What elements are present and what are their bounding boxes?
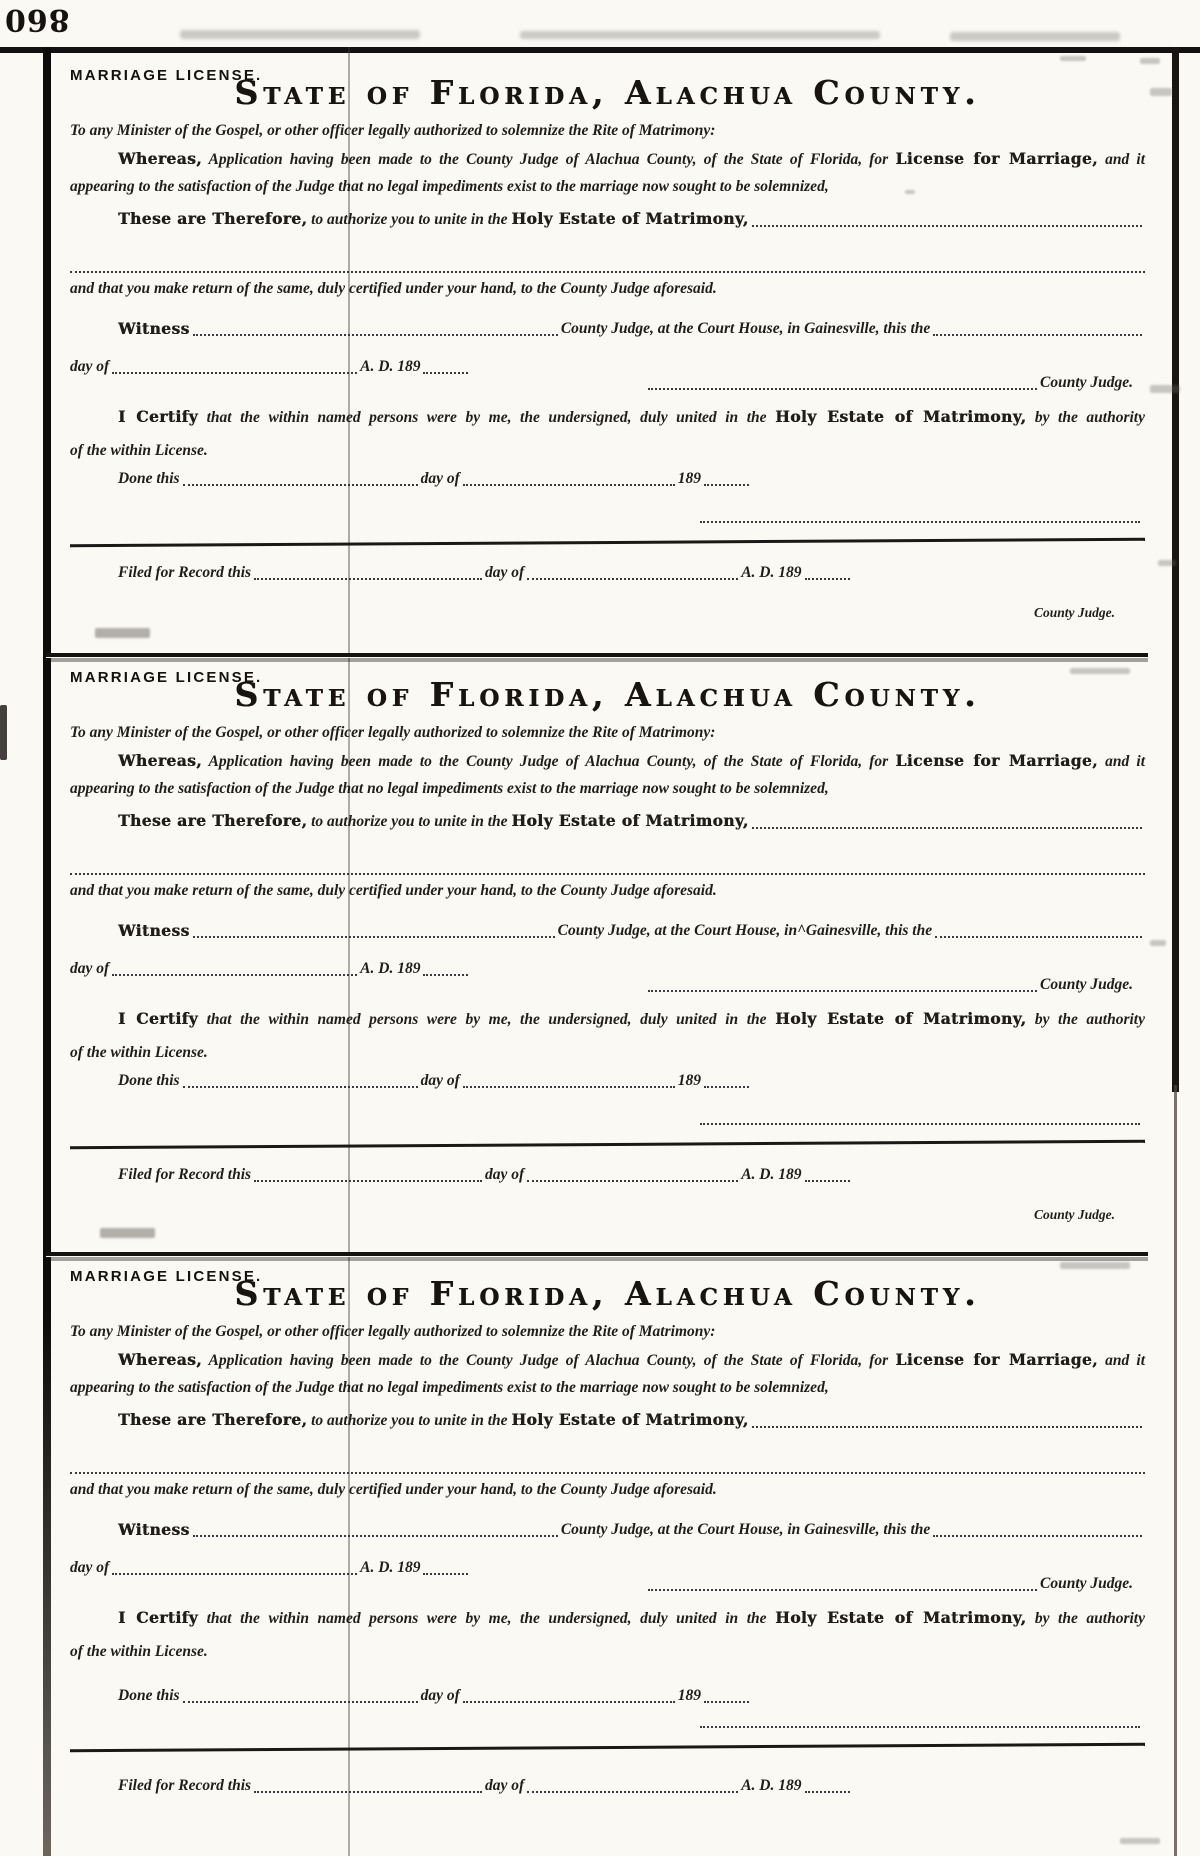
license-for-marriage-words: License for Marriage, (895, 1350, 1098, 1369)
blank-line (752, 1426, 1142, 1428)
top-border-rule (0, 47, 1200, 53)
holy-estate-words: Holy Estate of Matrimony, (775, 1009, 1027, 1028)
county-judge-signature-label: County Judge. (1033, 1207, 1115, 1222)
blank-line (752, 827, 1142, 829)
county-judge-label: County Judge. (1039, 1575, 1133, 1592)
authorization-clause: These are Therefore, to authorize you to unite in the Holy Estate of Matrimony, (70, 1408, 1145, 1432)
scan-noise (950, 32, 1120, 41)
form-title: State of Florida, Alachua County. (234, 73, 981, 112)
right-border-bar-lower (1174, 1085, 1177, 1856)
form-title: State of Florida, Alachua County. (234, 1274, 981, 1313)
blank-line (183, 484, 418, 486)
county-judge-label: County Judge. (1039, 374, 1133, 391)
day-of-line: day of A. D. 189 (70, 355, 1145, 378)
blank-line (648, 388, 1037, 390)
left-border-bar (43, 47, 51, 1856)
record-separator-rule (70, 1140, 1145, 1150)
scan-noise (520, 31, 880, 39)
license-for-marriage-words: License for Marriage, (895, 751, 1098, 770)
witness-line: Witness County Judge, at the Court House, in Gainesville, this the (70, 1518, 1145, 1541)
blank-line (70, 271, 1145, 273)
whereas-word: Whereas, (118, 149, 202, 168)
blank-line (700, 1726, 1140, 1728)
county-judge-signature-label: County Judge. (1033, 605, 1115, 620)
filed-for-record-line: Filed for Record this day of A. D. 189 (70, 1163, 1145, 1186)
witness-word: Witness (118, 319, 190, 338)
scan-noise (180, 30, 420, 39)
witness-word: Witness (118, 1520, 190, 1539)
blank-line (254, 578, 482, 580)
return-clause: and that you make return of the same, duly certified under your hand, to the County Judge aforesaid. (70, 1481, 717, 1498)
scan-noise (1158, 560, 1176, 566)
blank-line (527, 1791, 738, 1793)
form-label: MARRIAGE LICENSE. (70, 1268, 263, 1285)
return-clause: and that you make return of the same, duly certified under your hand, to the County Judge aforesaid. (70, 882, 717, 899)
blank-line (700, 521, 1140, 523)
record-separator-rule (70, 538, 1145, 548)
whereas-clause-line2: appearing to the satisfaction of the Judge that no legal impediments exist to the marriage now sought to be solemnized, (70, 1379, 829, 1396)
blank-line (704, 1086, 749, 1088)
marriage-license-form (70, 1256, 1145, 1856)
blank-line (463, 1086, 675, 1088)
whereas-clause-line2: appearing to the satisfaction of the Judge that no legal impediments exist to the marriage now sought to be solemnized, (70, 780, 829, 797)
these-are-therefore-words: These are Therefore, (118, 1410, 308, 1429)
license-for-marriage-words: License for Marriage, (895, 149, 1098, 168)
blank-line (933, 334, 1142, 336)
blank-line (193, 1535, 558, 1537)
day-of-line: day of A. D. 189 (70, 957, 1145, 980)
holy-estate-words: Holy Estate of Matrimony, (511, 1410, 749, 1429)
filed-for-record-line: Filed for Record this day of A. D. 189 (70, 561, 1145, 584)
holy-estate-words: Holy Estate of Matrimony, (511, 209, 749, 228)
blank-line (805, 1791, 850, 1793)
marriage-license-form (70, 55, 1145, 655)
scan-noise (1150, 385, 1180, 393)
whereas-clause-line2: appearing to the satisfaction of the Judge that no legal impediments exist to the marriage now sought to be solemnized, (70, 178, 829, 195)
authorization-clause: These are Therefore, to authorize you to unite in the Holy Estate of Matrimony, (70, 809, 1145, 833)
return-clause: and that you make return of the same, duly certified under your hand, to the County Judge aforesaid. (70, 280, 717, 297)
scan-noise (0, 705, 7, 760)
certify-clause-line2: of the within License. (70, 1643, 208, 1660)
these-are-therefore-words: These are Therefore, (118, 209, 308, 228)
blank-line (70, 1472, 1145, 1474)
marriage-license-form (70, 657, 1145, 1257)
holy-estate-words: Holy Estate of Matrimony, (775, 1608, 1027, 1627)
certify-clause: I Certify that the within named persons were by me, the undersigned, duly united in the Holy Estate of Matrimony, by the authority (118, 407, 1145, 426)
holy-estate-words: Holy Estate of Matrimony, (511, 811, 749, 830)
blank-line (254, 1180, 482, 1182)
blank-line (704, 1701, 749, 1703)
blank-line (183, 1701, 418, 1703)
whereas-clause: Whereas, Application having been made to the County Judge of Alachua County, of the State of Florida, for License for Marriage, and it (118, 1350, 1145, 1369)
day-of-line: day of A. D. 189 (70, 1556, 1145, 1579)
right-border-bar (1172, 47, 1179, 1092)
certify-clause-line2: of the within License. (70, 1044, 208, 1061)
county-judge-signature-line (70, 1572, 1145, 1595)
scan-noise (1150, 88, 1172, 96)
i-certify-words: I Certify (118, 1009, 199, 1028)
blank-line (193, 936, 555, 938)
certify-clause: I Certify that the within named persons were by me, the undersigned, duly united in the Holy Estate of Matrimony, by the authority (118, 1009, 1145, 1028)
whereas-word: Whereas, (118, 751, 202, 770)
holy-estate-words: Holy Estate of Matrimony, (775, 407, 1027, 426)
done-this-line: Done this day of 189 (70, 467, 1145, 490)
blank-line (805, 1180, 850, 1182)
blank-line (463, 484, 675, 486)
page-number: 860 (4, 2, 70, 37)
blank-line (463, 1701, 675, 1703)
done-this-line: Done this day of 189 (70, 1069, 1145, 1092)
county-judge-signature-line (70, 973, 1145, 996)
whereas-clause: Whereas, Application having been made to the County Judge of Alachua County, of the State of Florida, for License for Marriage, and it (118, 149, 1145, 168)
record-separator-rule (70, 1743, 1145, 1753)
county-judge-signature-line (70, 371, 1145, 394)
i-certify-words: I Certify (118, 407, 199, 426)
certify-clause: I Certify that the within named persons were by me, the undersigned, duly united in the Holy Estate of Matrimony, by the authority (118, 1608, 1145, 1627)
blank-line (254, 1791, 482, 1793)
blank-line (933, 1535, 1142, 1537)
form-title: State of Florida, Alachua County. (234, 675, 981, 714)
form-label: MARRIAGE LICENSE. (70, 67, 263, 84)
blank-line (527, 578, 738, 580)
form-label: MARRIAGE LICENSE. (70, 669, 263, 686)
blank-line (183, 1086, 418, 1088)
minister-salutation: To any Minister of the Gospel, or other officer legally authorized to solemnize the Rite of Matrimony: (70, 122, 716, 139)
scan-noise (1150, 940, 1166, 946)
these-are-therefore-words: These are Therefore, (118, 811, 308, 830)
authorization-clause: These are Therefore, to authorize you to unite in the Holy Estate of Matrimony, (70, 207, 1145, 231)
blank-line (805, 578, 850, 580)
done-this-line: Done this day of 189 (70, 1684, 1145, 1707)
i-certify-words: I Certify (118, 1608, 199, 1627)
certify-clause-line2: of the within License. (70, 442, 208, 459)
filed-for-record-line: Filed for Record this day of A. D. 189 (70, 1774, 1145, 1797)
minister-salutation: To any Minister of the Gospel, or other officer legally authorized to solemnize the Rite of Matrimony: (70, 1323, 716, 1340)
whereas-clause: Whereas, Application having been made to the County Judge of Alachua County, of the State of Florida, for License for Marriage, and it (118, 751, 1145, 770)
minister-salutation: To any Minister of the Gospel, or other officer legally authorized to solemnize the Rite of Matrimony: (70, 724, 716, 741)
blank-line (704, 484, 749, 486)
whereas-word: Whereas, (118, 1350, 202, 1369)
witness-word: Witness (118, 921, 190, 940)
blank-line (752, 225, 1142, 227)
blank-line (648, 1589, 1037, 1591)
blank-line (700, 1123, 1140, 1125)
witness-line: Witness County Judge, at the Court House, in Gainesville, this the (70, 317, 1145, 340)
blank-line (935, 936, 1142, 938)
blank-line (527, 1180, 738, 1182)
blank-line (648, 990, 1037, 992)
witness-line: Witness County Judge, at the Court House, in^Gainesville, this the (70, 919, 1145, 942)
blank-line (70, 873, 1145, 875)
county-judge-label: County Judge. (1039, 976, 1133, 993)
blank-line (193, 334, 558, 336)
